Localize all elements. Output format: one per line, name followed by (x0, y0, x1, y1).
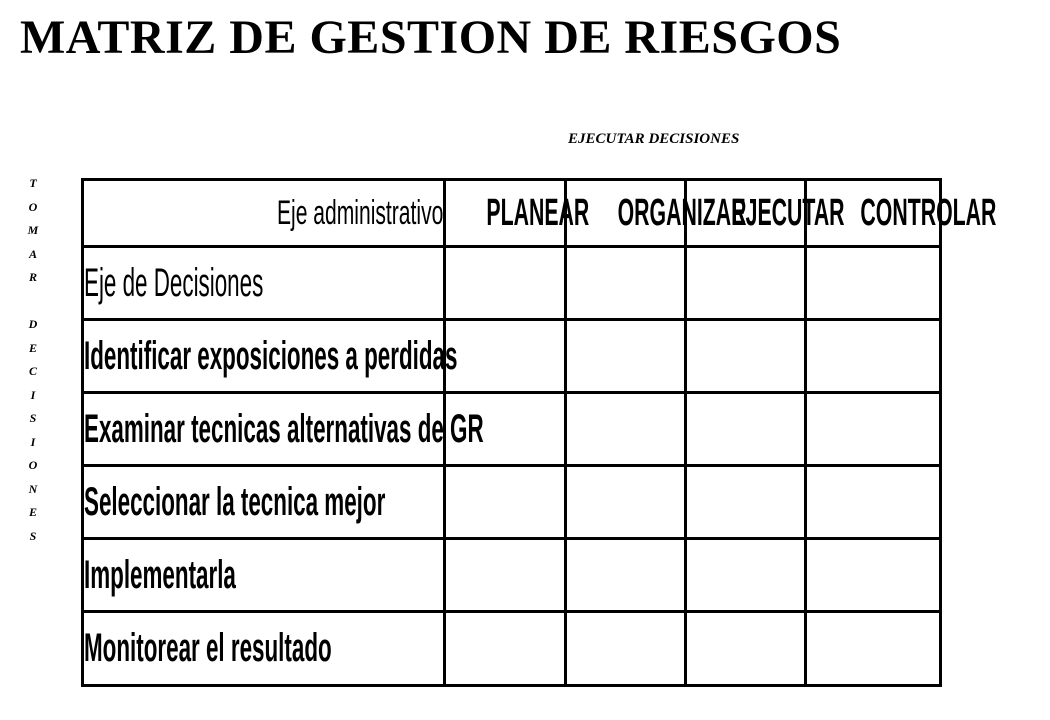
vertical-letter: O (28, 199, 38, 214)
matrix-cell (806, 466, 941, 539)
axis-header-label: Eje administrativo (276, 193, 443, 232)
table-row (83, 539, 941, 612)
matrix-cell (445, 539, 566, 612)
row-label: Implementarla (84, 552, 236, 597)
vertical-letter: I (30, 434, 36, 449)
column-header-label: ORGANIZAR (617, 191, 747, 234)
matrix-cell (806, 320, 941, 393)
page-title: MATRIZ DE GESTION DE RIESGOS (20, 11, 842, 64)
matrix-cell (445, 466, 566, 539)
vertical-letter: A (28, 246, 37, 261)
vertical-letter: R (28, 270, 37, 284)
row-label-cell (83, 247, 445, 320)
matrix-cell (445, 320, 566, 393)
matrix-cell (686, 466, 806, 539)
matrix-cell (686, 247, 806, 320)
vertical-label-tomar-decisiones (26, 172, 40, 548)
row-label: Eje de Decisiones (84, 260, 264, 305)
row-label-cell (83, 539, 445, 612)
axis-header-cell (83, 180, 445, 247)
matrix-cell (686, 612, 806, 686)
row-label-cell (83, 393, 484, 466)
matrix-cell (566, 466, 686, 539)
vertical-letter: N (28, 481, 38, 496)
row-label: Monitorear el resultado (84, 626, 332, 670)
row-label: Examinar tecnicas alternativas de GR (84, 406, 484, 451)
matrix-cell (566, 612, 686, 686)
vertical-letter: C (28, 364, 37, 378)
vertical-letter: E (28, 505, 37, 519)
vertical-letter: I (30, 387, 36, 402)
section-subtitle: EJECUTAR DECISIONES (568, 131, 740, 147)
risk-matrix-table (81, 178, 997, 687)
vertical-letter: S (29, 411, 37, 425)
vertical-letter: S (29, 528, 37, 543)
row-label-cell (83, 612, 445, 686)
vertical-letter: T (29, 176, 37, 190)
column-header-label: CONTROLAR (860, 191, 997, 234)
matrix-cell (445, 247, 566, 320)
vertical-letter: O (28, 458, 38, 472)
column-header-label: EJECUTAR (731, 191, 845, 234)
table-row (83, 247, 941, 320)
matrix-cell (566, 539, 686, 612)
column-header-planear (445, 180, 590, 247)
table-row (83, 393, 941, 466)
vertical-letter: E (28, 340, 37, 355)
matrix-cell (566, 320, 686, 393)
matrix-cell (445, 612, 566, 686)
table-row (83, 612, 941, 686)
matrix-cell (566, 393, 686, 466)
matrix-cell (806, 393, 941, 466)
table-row (83, 466, 941, 539)
matrix-cell (806, 612, 941, 686)
table-row (83, 320, 941, 393)
matrix-cell (806, 539, 941, 612)
matrix-cell (686, 539, 806, 612)
row-label: Seleccionar la tecnica mejor (84, 479, 386, 524)
matrix-cell (566, 247, 686, 320)
vertical-letter: D (28, 317, 38, 331)
matrix-cell (686, 393, 806, 466)
row-label-cell (83, 320, 458, 393)
matrix-cell (686, 320, 806, 393)
row-label: Identificar exposiciones a perdidas (84, 333, 458, 378)
row-label-cell (83, 466, 445, 539)
table-header-row (83, 180, 941, 247)
matrix-cell (806, 247, 941, 320)
vertical-letter: M (27, 223, 39, 237)
column-header-label: PLANEAR (486, 191, 590, 234)
